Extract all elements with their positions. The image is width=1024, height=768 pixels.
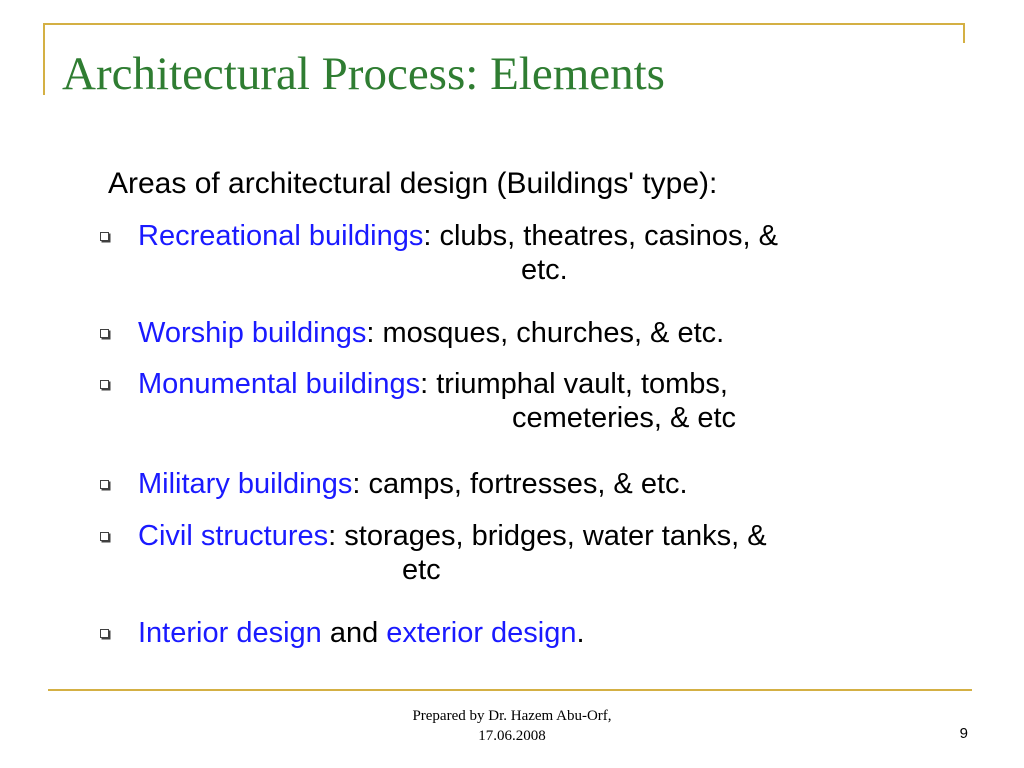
bullet-line	[100, 519, 980, 553]
bullet-line	[100, 219, 980, 253]
square-bullet-icon	[100, 532, 109, 541]
bullet-text: : triumphal vault, tombs,	[420, 368, 728, 400]
slide-title: Architectural Process: Elements	[62, 48, 665, 100]
square-bullet-icon	[100, 380, 109, 389]
footer-credit	[340, 706, 684, 746]
frame-top-rule	[43, 23, 964, 25]
bullet-recreational	[100, 219, 980, 287]
bullet-line	[100, 316, 980, 350]
bullet-end: .	[576, 617, 585, 649]
frame-left-rule	[43, 23, 45, 95]
bullet-monumental	[100, 367, 980, 435]
bullet-text: : mosques, churches, & etc.	[366, 317, 725, 349]
bullet-text: : clubs, theatres, casinos, &	[423, 220, 778, 252]
intro-text: Areas of architectural design (Buildings' type):	[108, 167, 718, 200]
bullet-text: : camps, fortresses, & etc.	[352, 468, 688, 500]
square-bullet-icon	[100, 329, 109, 338]
page-number: 9	[959, 725, 968, 742]
bullet-text: and	[321, 617, 387, 649]
footer-credit-author: Prepared by Dr. Hazem Abu-Orf,	[412, 708, 612, 724]
bullet-text: : storages, bridges, water tanks, &	[328, 520, 767, 552]
bullet-term: Recreational buildings	[138, 220, 424, 252]
bullet-term: Military buildings	[138, 468, 353, 500]
footer-rule	[48, 689, 972, 691]
bullet-worship	[100, 316, 980, 350]
square-bullet-icon	[100, 480, 109, 489]
bullet-military	[100, 467, 980, 501]
square-bullet-icon	[100, 232, 109, 241]
bullet-civil	[100, 519, 980, 587]
bullet-term: Interior design	[138, 617, 322, 649]
bullet-line	[100, 616, 980, 650]
bullet-line	[100, 467, 980, 501]
frame-right-rule	[963, 23, 965, 43]
bullet-design	[100, 616, 980, 650]
footer-credit-date: 17.06.2008	[478, 728, 546, 744]
bullet-continuation: cemeteries, & etc	[512, 402, 737, 434]
bullet-line	[100, 367, 980, 401]
bullet-term: Worship buildings	[138, 317, 367, 349]
bullet-term-secondary: exterior design	[386, 617, 577, 649]
bullet-continuation: etc.	[521, 254, 568, 286]
bullet-continuation: etc	[402, 554, 441, 586]
bullet-term: Monumental buildings	[138, 368, 421, 400]
square-bullet-icon	[100, 629, 109, 638]
bullet-term: Civil structures	[138, 520, 329, 552]
